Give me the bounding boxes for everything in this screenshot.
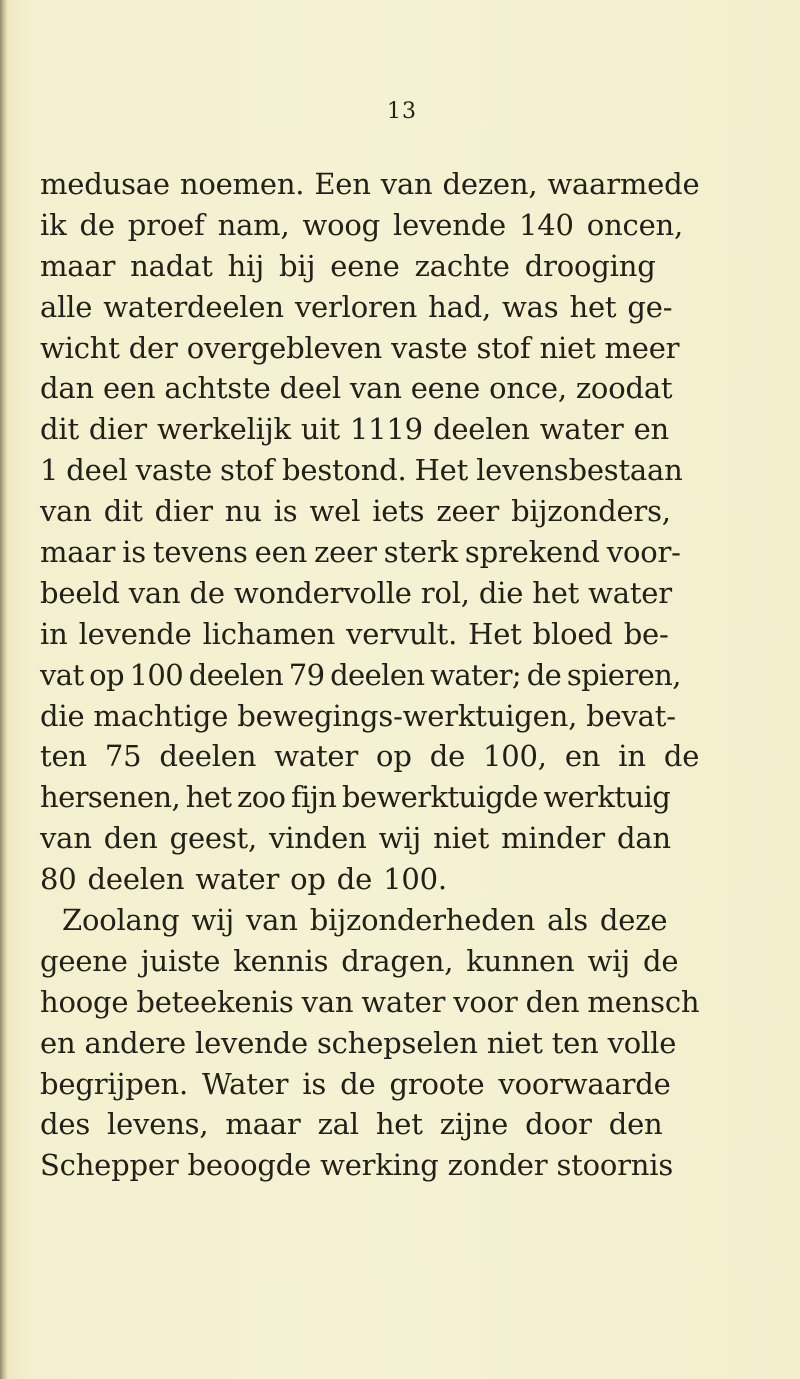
text-line: ik de proef nam, woog levende 140 oncen, <box>40 207 684 242</box>
text-line: Schepper beoogde werking zonder stoornis <box>40 1148 674 1183</box>
text-line: hersenen, het zoo fijn bewerktuigde werktuig <box>40 780 671 815</box>
text-line: en andere levende schepselen niet ten volle <box>40 1025 677 1060</box>
text-line: wicht der overgebleven vaste stof niet meer <box>40 330 680 365</box>
page-number: 13 <box>387 99 417 124</box>
text-line: beeld van de wondervolle rol, die het water <box>40 575 672 610</box>
page-binding-edge <box>0 0 8 1379</box>
text-line: 1 deel vaste stof bestond. Het levensbestaan <box>40 453 683 488</box>
body-text <box>40 164 760 1186</box>
text-line: van den geest, vinden wij niet minder dan <box>40 821 671 856</box>
text-line: van dit dier nu is wel iets zeer bijzonders, <box>40 494 671 529</box>
text-line: Zoolang wij van bijzonderheden als deze <box>62 903 668 938</box>
text-line: medusae noemen. Een van dezen, waarmede <box>40 167 700 201</box>
text-line: dit dier werkelijk uit 1119 deelen water en <box>40 412 670 447</box>
text-line: in levende lichamen vervult. Het bloed be- <box>40 616 669 651</box>
text-line: des levens, maar zal het zijne door den <box>40 1107 663 1142</box>
text-line: hooge beteekenis van water voor den mensch <box>40 984 700 1019</box>
text-line: die machtige bewegings-werktuigen, bevat- <box>40 698 676 733</box>
text-line: alle waterdeelen verloren had, was het ge- <box>40 289 673 324</box>
text-line: begrijpen. Water is de groote voorwaarde <box>40 1066 671 1101</box>
text-line: dan een achtste deel van eene once, zoodat <box>40 371 673 406</box>
text-line: vat op 100 deelen 79 deelen water; de spieren, <box>40 657 681 692</box>
text-line: geene juiste kennis dragen, kunnen wij de <box>40 943 679 978</box>
text-line: maar is tevens een zeer sterk sprekend voor- <box>40 535 681 570</box>
text-line: 80 deelen water op de 100. <box>40 862 447 897</box>
text-line: maar nadat hij bij eene zachte drooging <box>40 248 656 283</box>
text-line: ten 75 deelen water op de 100, en in de <box>40 739 700 774</box>
